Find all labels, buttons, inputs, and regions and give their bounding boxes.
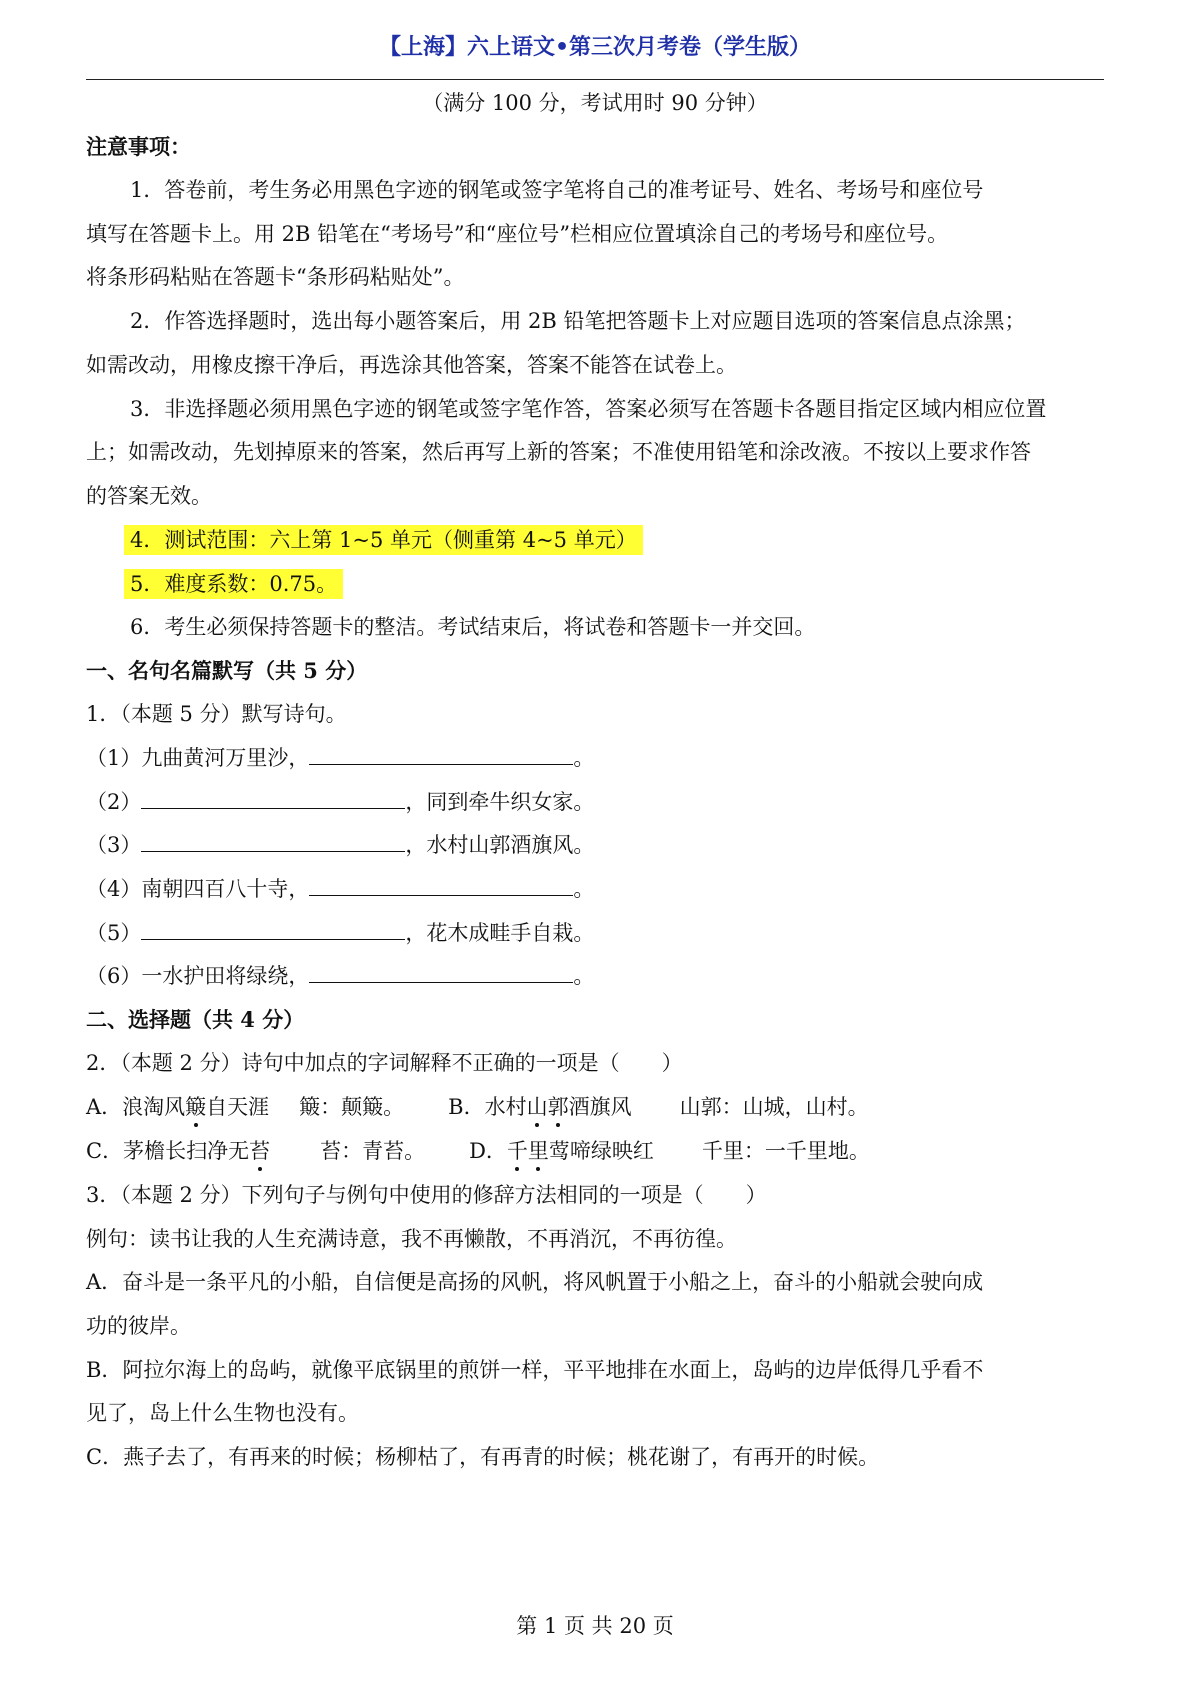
notice-item-6: 6．考生必须保持答题卡的整洁。考试结束后，将试卷和答题卡一并交回。	[130, 615, 816, 639]
question-3: 3．（本题 2 分）下列句子与例句中使用的修辞方法相同的一项是（ ）	[86, 1183, 767, 1207]
q2-option-a: A．浪淘风簸自天涯	[86, 1095, 270, 1119]
fill-blank-item-5: （5） ，花木成畦手自栽。	[86, 921, 595, 945]
answer-blank[interactable]	[309, 746, 573, 765]
notice-item-2-line-2: 如需改动，用橡皮擦干净后，再选涂其他答案，答案不能答在试卷上。	[86, 353, 737, 377]
question-2: 2．（本题 2 分）诗句中加点的字词解释不正确的一项是（ ）	[86, 1051, 683, 1075]
q3-option-b-line-2: 见了，岛上什么生物也没有。	[86, 1401, 359, 1425]
notice-heading: 注意事项：	[86, 134, 191, 159]
fill-blank-item-6: （6）一水护田将绿绕， 。	[86, 964, 595, 988]
page-number: 第 1 页 共 20 页	[516, 1614, 674, 1638]
answer-blank[interactable]	[309, 964, 573, 983]
fill-blank-item-2: （2） ，同到牵牛织女家。	[86, 790, 595, 814]
exam-info: （满分 100 分，考试用时 90 分钟）	[422, 91, 768, 115]
notice-item-1-line-1: 1．答卷前，考生务必用黑色字迹的钢笔或签字笔将自己的准考证号、姓名、考场号和座位号	[130, 178, 984, 202]
q2-option-d: D．千里莺啼绿映红	[469, 1139, 654, 1163]
q2-option-d-explanation: 千里：一千里地。	[701, 1139, 870, 1163]
fill-blank-item-4: （4）南朝四百八十寺， 。	[86, 877, 595, 901]
q2-option-a-explanation: 簸：颠簸。	[299, 1095, 405, 1119]
answer-blank[interactable]	[141, 790, 405, 809]
q3-option-c: C．燕子去了，有再来的时候；杨柳枯了，有再青的时候；桃花谢了，有再开的时候。	[86, 1445, 880, 1469]
q3-option-a-line-2: 功的彼岸。	[86, 1314, 191, 1338]
answer-blank[interactable]	[141, 921, 405, 940]
notice-item-1-line-2: 填写在答题卡上。用 2B 铅笔在“考场号”和“座位号”栏相应位置填涂自己的考场号和座位号。	[86, 222, 949, 246]
q3-option-b-line-1: B．阿拉尔海上的岛屿，就像平底锅里的煎饼一样，平平地排在水面上，岛屿的边岸低得几乎看不	[86, 1358, 984, 1382]
notice-item-2-line-1: 2．作答选择题时，选出每小题答案后，用 2B 铅笔把答题卡上对应题目选项的答案信息点涂黑；	[130, 309, 1026, 333]
q3-option-a-line-1: A．奋斗是一条平凡的小船，自信便是高扬的风帆，将风帆置于小船之上，奋斗的小船就会驶向成	[86, 1270, 984, 1294]
q2-option-b: B．水村山郭酒旗风	[448, 1095, 632, 1119]
q2-options-cd	[86, 1138, 1104, 1164]
answer-blank[interactable]	[141, 833, 405, 852]
answer-blank[interactable]	[309, 877, 573, 896]
q2-options-ab	[86, 1094, 1104, 1120]
notice-item-3-line-3: 的答案无效。	[86, 484, 212, 508]
fill-blank-item-1: （1）九曲黄河万里沙， 。	[86, 746, 595, 770]
q3-example: 例句：读书让我的人生充满诗意，我不再懒散，不再消沉，不再彷徨。	[86, 1227, 737, 1251]
section2-heading: 二、选择题（共 4 分）	[86, 1007, 305, 1032]
q2-option-c-explanation: 苔：青苔。	[320, 1139, 426, 1163]
q2-option-c: C．茅檐长扫净无苔	[86, 1139, 271, 1163]
fill-blank-item-3: （3） ，水村山郭酒旗风。	[86, 833, 595, 857]
notice-item-4-highlight: 4．测试范围：六上第 1~5 单元（侧重第 4~5 单元）	[124, 525, 643, 555]
question-1: 1．（本题 5 分）默写诗句。	[86, 702, 347, 726]
notice-item-1-line-3: 将条形码粘贴在答题卡“条形码粘贴处”。	[86, 265, 465, 289]
notice-item-5-highlight: 5．难度系数：0.75。	[124, 569, 343, 599]
notice-item-3-line-2: 上；如需改动，先划掉原来的答案，然后再写上新的答案；不准使用铅笔和涂改液。不按以上要求作答	[86, 440, 1031, 464]
notice-item-3-line-1: 3．非选择题必须用黑色字迹的钢笔或签字笔作答，答案必须写在答题卡各题目指定区域内相应位置	[130, 397, 1047, 421]
header-rule	[86, 79, 1104, 80]
q2-option-b-explanation: 山郭：山城，山村。	[679, 1095, 869, 1119]
page-header-title: 【上海】六上语文•第三次月考卷（学生版）	[378, 35, 812, 60]
section1-heading: 一、名句名篇默写（共 5 分）	[86, 658, 368, 683]
